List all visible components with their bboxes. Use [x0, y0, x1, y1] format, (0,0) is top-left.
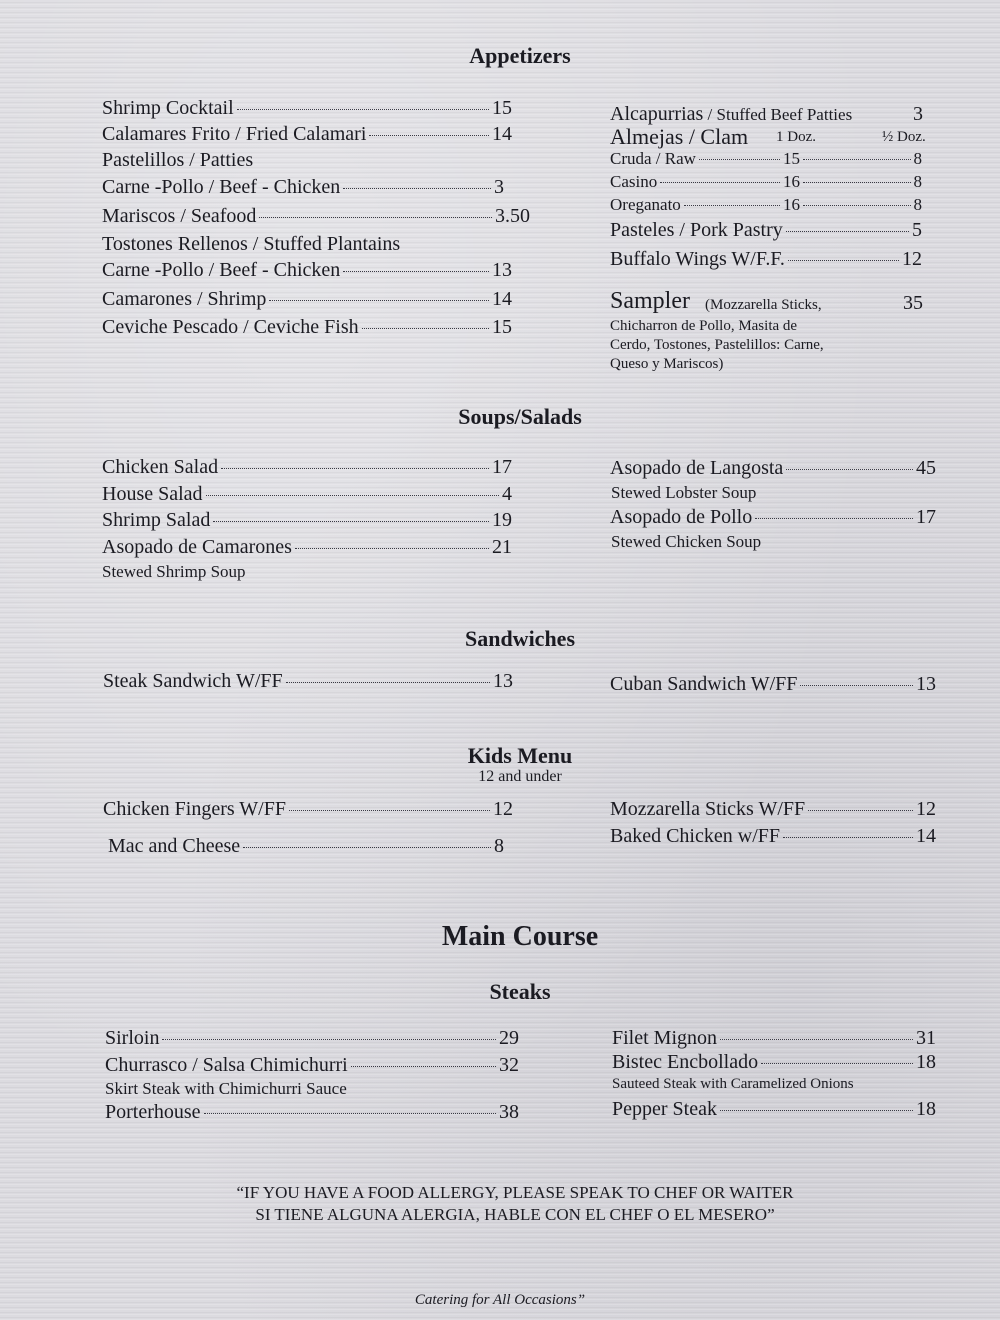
item-price: 15	[492, 316, 512, 338]
column-header: ½ Doz.	[882, 129, 926, 145]
leader-dots	[660, 182, 780, 183]
menu-item	[610, 673, 936, 696]
item-name: Bistec Encbollado	[612, 1051, 759, 1073]
leader-dots	[162, 1039, 496, 1040]
menu-item	[612, 1051, 936, 1074]
item-description: Skirt Steak with Chimichurri Sauce	[105, 1079, 347, 1098]
item-price: 8	[494, 835, 504, 857]
item-description: Stewed Shrimp Soup	[102, 562, 246, 581]
leader-dots	[755, 518, 913, 519]
item-price: 16	[783, 195, 800, 214]
item-description: / Stuffed Beef Patties	[703, 105, 853, 124]
item-name: House Salad	[102, 483, 203, 505]
allergy-notice-english: “IF YOU HAVE A FOOD ALLERGY, PLEASE SPEAK TO CHEF OR WAITER	[236, 1183, 794, 1202]
menu-item	[610, 103, 852, 126]
item-name: Asopado de Langosta	[610, 457, 784, 479]
column-header: 1 Doz.	[776, 129, 816, 145]
leader-dots	[720, 1110, 913, 1111]
leader-dots	[684, 205, 780, 206]
item-price: 13	[493, 670, 513, 692]
leader-dots	[783, 837, 913, 838]
item-price: 31	[916, 1027, 936, 1049]
leader-dots	[803, 205, 911, 206]
item-price: 3	[913, 103, 923, 125]
item-name: Buffalo Wings W/F.F.	[610, 248, 785, 270]
item-name: Porterhouse	[105, 1101, 201, 1123]
menu-item	[610, 149, 800, 169]
item-name: Mariscos / Seafood	[102, 205, 257, 227]
item-description: Stewed Chicken Soup	[611, 532, 762, 551]
appetizers-heading: Appetizers	[469, 43, 571, 68]
menu-item	[102, 123, 512, 146]
leader-dots	[269, 300, 489, 301]
item-name: Asopado de Pollo	[610, 506, 753, 528]
item-name: Almejas / Clam	[610, 124, 749, 149]
item-price: 14	[916, 825, 936, 847]
item-description: Cerdo, Tostones, Pastelillos: Carne,	[610, 337, 824, 353]
leader-dots	[213, 521, 489, 522]
item-name: Sirloin	[105, 1027, 160, 1049]
kids-subtitle: 12 and under	[478, 768, 562, 785]
leader-dots	[362, 328, 489, 329]
item-name: Carne -Pollo / Beef - Chicken	[102, 259, 341, 281]
item-name: Chicken Fingers W/FF	[103, 798, 286, 820]
menu-item	[612, 1027, 936, 1050]
item-price: 14	[492, 123, 512, 145]
item-price: 38	[499, 1101, 519, 1123]
item-name: Shrimp Cocktail	[102, 97, 234, 119]
leader-dots	[803, 182, 911, 183]
leader-dots	[259, 217, 492, 218]
item-price: 21	[492, 536, 512, 558]
leader-dots	[699, 159, 780, 160]
leader-dots	[720, 1039, 913, 1040]
menu-item	[103, 798, 513, 821]
menu-item	[103, 670, 513, 693]
leader-dots	[369, 135, 489, 136]
item-price: 16	[783, 172, 800, 191]
steaks-heading: Steaks	[489, 979, 551, 1004]
item-name: Carne -Pollo / Beef - Chicken	[102, 176, 341, 198]
item-price: 29	[499, 1027, 519, 1049]
catering-tagline: Catering for All Occasions”	[414, 1292, 586, 1308]
menu-item	[610, 506, 936, 529]
menu-item	[800, 149, 922, 169]
item-price: 32	[499, 1054, 519, 1076]
item-name: Chicken Salad	[102, 456, 219, 478]
menu-item	[800, 172, 922, 192]
item-price: 3.50	[495, 205, 530, 227]
menu-item	[102, 97, 512, 120]
item-name: Pasteles / Pork Pastry	[610, 219, 783, 241]
leader-dots	[786, 469, 913, 470]
menu-item	[102, 536, 512, 559]
item-price: 8	[913, 149, 922, 168]
menu-item	[102, 483, 512, 506]
kids-heading: Kids Menu	[467, 743, 573, 768]
item-name: Shrimp Salad	[102, 509, 211, 531]
item-name: Cuban Sandwich W/FF	[610, 673, 798, 695]
menu-item	[105, 1027, 519, 1050]
menu-item	[610, 172, 800, 192]
menu-item	[105, 1101, 519, 1124]
leader-dots	[351, 1066, 496, 1067]
item-name: Oreganato	[610, 195, 681, 214]
leader-dots	[803, 159, 911, 160]
item-price: 18	[916, 1051, 936, 1073]
allergy-notice-spanish: SI TIENE ALGUNA ALERGIA, HABLE CON EL CHEF O EL MESERO”	[255, 1205, 775, 1224]
item-price: 4	[502, 483, 512, 505]
item-name: Churrasco / Salsa Chimichurri	[105, 1054, 348, 1076]
menu-item	[610, 248, 922, 271]
item-price: 3	[494, 176, 504, 198]
item-price: 14	[492, 288, 512, 310]
leader-dots	[204, 1113, 496, 1114]
item-name: Pastelillos / Patties	[102, 149, 254, 171]
item-name: Alcapurrias	[610, 103, 704, 125]
item-name: Tostones Rellenos / Stuffed Plantains	[102, 233, 401, 255]
menu-item	[102, 205, 530, 228]
menu-item	[610, 825, 936, 848]
item-price: 13	[916, 673, 936, 695]
leader-dots	[243, 847, 491, 848]
item-name: Steak Sandwich W/FF	[103, 670, 283, 692]
item-price: 13	[492, 259, 512, 281]
menu-item	[102, 509, 512, 532]
item-name: Calamares Frito / Fried Calamari	[102, 123, 367, 145]
item-name: Ceviche Pescado / Ceviche Fish	[102, 316, 359, 338]
item-price: 12	[916, 798, 936, 820]
leader-dots	[237, 109, 489, 110]
item-description: Chicharron de Pollo, Masita de	[610, 318, 798, 334]
leader-dots	[788, 260, 899, 261]
item-name: Camarones / Shrimp	[102, 288, 267, 310]
item-name: Pepper Steak	[612, 1098, 717, 1120]
item-description: Queso y Mariscos)	[610, 356, 724, 372]
menu-item	[610, 457, 936, 480]
item-name: Casino	[610, 172, 658, 191]
item-price: 8	[913, 172, 922, 191]
item-name: Filet Mignon	[612, 1027, 718, 1049]
menu-item	[102, 316, 512, 339]
leader-dots	[221, 468, 489, 469]
main-course-heading: Main Course	[441, 921, 599, 952]
item-name: Asopado de Camarones	[102, 536, 292, 558]
item-price: 35	[903, 292, 923, 314]
item-price: 17	[492, 456, 512, 478]
leader-dots	[289, 810, 490, 811]
menu-item	[108, 835, 504, 858]
item-name: Mozzarella Sticks W/FF	[610, 798, 806, 820]
menu-item	[610, 798, 936, 821]
item-price: 18	[916, 1098, 936, 1120]
menu-item	[102, 259, 512, 282]
item-price: 12	[493, 798, 513, 820]
item-price: 15	[783, 149, 800, 168]
menu-item	[610, 219, 922, 242]
item-price: 5	[912, 219, 922, 241]
soups-heading: Soups/Salads	[458, 404, 582, 429]
item-name: Baked Chicken w/FF	[610, 825, 780, 847]
leader-dots	[343, 188, 491, 189]
allergy-notice	[0, 1182, 1000, 1226]
item-description: Sauteed Steak with Caramelized Onions	[612, 1076, 854, 1092]
item-name: Sampler	[610, 288, 690, 314]
leader-dots	[786, 231, 909, 232]
menu-item	[102, 288, 512, 311]
menu-item	[610, 195, 800, 215]
leader-dots	[343, 271, 489, 272]
item-description: (Mozzarella Sticks,	[705, 297, 822, 313]
leader-dots	[206, 495, 499, 496]
menu-item	[800, 195, 922, 215]
leader-dots	[800, 685, 913, 686]
item-name: Mac and Cheese	[108, 835, 241, 857]
leader-dots	[295, 548, 489, 549]
leader-dots	[761, 1063, 913, 1064]
leader-dots	[286, 682, 490, 683]
item-price: 19	[492, 509, 512, 531]
menu-item	[102, 176, 504, 199]
menu-item	[105, 1054, 519, 1077]
item-price: 8	[913, 195, 922, 214]
sandwiches-heading: Sandwiches	[464, 626, 576, 651]
item-price: 17	[916, 506, 936, 528]
item-price: 12	[902, 248, 922, 270]
leader-dots	[808, 810, 913, 811]
menu-item	[612, 1098, 936, 1121]
item-description: Stewed Lobster Soup	[611, 483, 757, 502]
menu-item	[102, 456, 512, 479]
item-price: 45	[916, 457, 936, 479]
item-price: 15	[492, 97, 512, 119]
item-name: Cruda / Raw	[610, 149, 696, 168]
